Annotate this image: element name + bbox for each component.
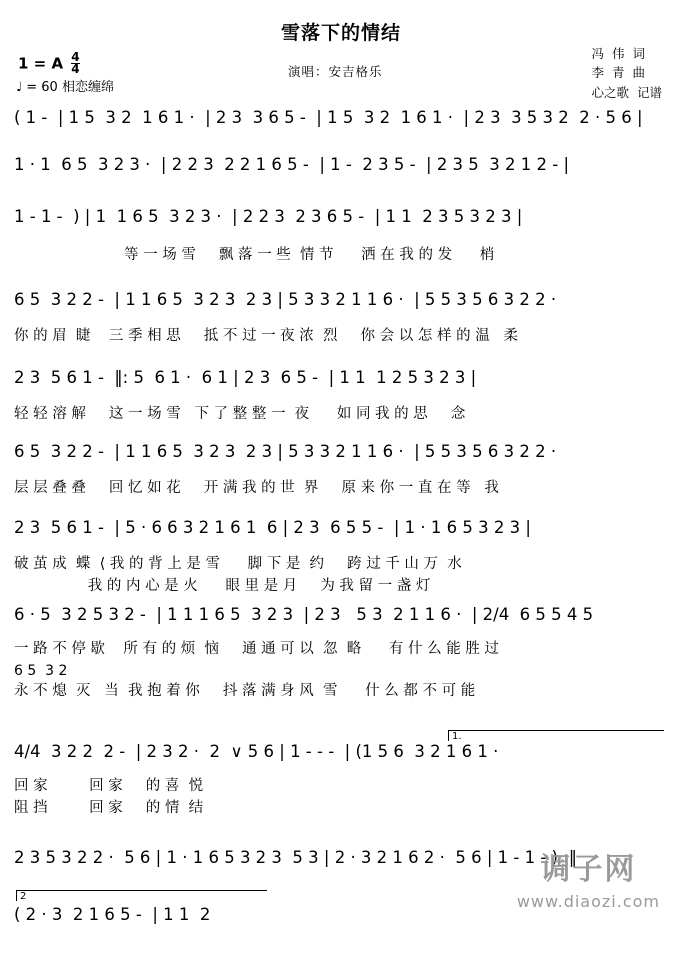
watermark	[517, 844, 660, 911]
lyric-row-verse-1: 一 路 不 停 歇 所 有 的 烦 恼 通 通 可 以 忽 略 有 什 么 能 胜 过	[14, 641, 499, 657]
music-system	[14, 605, 668, 699]
note-row: 4/4 3 2 2 2 - | 2 3 2 · 2 ∨ 5 6 | 1 - - - | (1 5 6 3 2 1 6 1 ·	[14, 742, 499, 761]
singer-credit: 演唱：安吉格乐	[288, 64, 383, 79]
time-signature	[71, 52, 79, 76]
music-system	[14, 742, 668, 816]
credit-composer: 李 青 曲	[591, 65, 645, 81]
time-signature-denominator: 4	[71, 62, 80, 77]
note-row: 6 5 3 2 2 - | 1 1 6 5 3 2 3 2 3 | 5 3 3 2 1 1 6 · | 5 5 3 5 6 3 2 2 ·	[14, 442, 557, 461]
lyric-row: 等 一 场 雪 飘 落 一 些 情 节 洒 在 我 的 发 梢	[124, 247, 495, 263]
music-system	[14, 290, 668, 346]
music-system	[14, 108, 668, 132]
lyric-row-verse-1: 回 家 回 家 的 喜 悦	[14, 778, 204, 794]
watermark-site-name: 调子网	[540, 852, 637, 887]
lyric-row-verse-2: 我 的 内 心 是 火 眼 里 是 月 为 我 留 一 盏 灯	[14, 578, 431, 594]
note-row: 2 3 5 6 1 - | 5 · 6 6 3 2 1 6 1 6 | 2 3 6 5 5 - | 1 · 1 6 5 3 2 3 |	[14, 518, 531, 537]
note-row: 1 - 1 - ) | 1 1 6 5 3 2 3 · | 2 2 3 2 3 6 5 - | 1 1 2 3 5 3 2 3 |	[14, 207, 523, 226]
lyric-row-verse-2: 阻 挡 回 家 的 情 结	[14, 800, 204, 816]
watermark-url: www.diaozi.com	[516, 892, 660, 911]
first-ending-bracket	[448, 730, 664, 741]
note-row-secondary: 6 5 3 2	[14, 663, 68, 679]
credits-block	[592, 44, 662, 102]
lyric-row-verse-1: 破 茧 成 蝶 ⟨ 我 的 背 上 是 雪 脚 下 是 约 跨 过 千 山 万 水	[14, 556, 462, 572]
key-signature	[18, 52, 80, 76]
music-system	[14, 442, 668, 498]
music-system	[14, 368, 668, 424]
music-system	[14, 518, 668, 594]
lyric-row: 你 的 眉 睫 三 季 相 思 抵 不 过 一 夜 浓 烈 你 会 以 怎 样 的 温 柔	[14, 328, 519, 344]
note-row: 6 5 3 2 2 - | 1 1 6 5 3 2 3 2 3 | 5 3 3 2 1 1 6 · | 5 5 3 5 6 3 2 2 ·	[14, 290, 557, 309]
page-title: 雪落下的情结	[280, 22, 401, 44]
note-row: ( 1 - | 1 5 3 2 1 6 1 · | 2 3 3 6 5 - | 1 5 3 2 1 6 1 · | 2 3 3 5 3 2 2 · 5 6 |	[14, 108, 643, 127]
second-ending-label: 2	[20, 891, 27, 902]
note-row: 2 3 5 6 1 - ‖: 5 6 1 · 6 1 | 2 3 6 5 - | 1 1 1 2 5 3 2 3 |	[14, 368, 477, 387]
lyric-row: 层 层 叠 叠 回 忆 如 花 开 满 我 的 世 界 原 来 你 一 直 在 等 我	[14, 480, 499, 496]
tempo-marking: ♩ = 60 相恋缠绵	[16, 80, 114, 95]
lyric-row: 轻 轻 溶 解 这 一 场 雪 下 了 整 整 一 夜 如 同 我 的 思 念	[14, 406, 466, 422]
second-ending-bracket	[16, 890, 267, 901]
note-row: ( 2 · 3 2 1 6 5 - | 1 1 2	[14, 905, 211, 924]
note-row: 6 · 5 3 2 5 3 2 - | 1 1 1 6 5 3 2 3 | 2 3 5 3 2 1 1 6 · | 2/4 6 5 5 4 5	[14, 605, 594, 624]
music-system	[14, 155, 668, 179]
first-ending-label: 1.	[452, 731, 462, 742]
credit-lyricist: 冯 伟 词	[591, 46, 645, 61]
time-signature-numerator: 4	[71, 50, 80, 64]
key-signature-text: 1 = A	[18, 54, 64, 73]
lyric-row-verse-2: 永 不 熄 灭 当 我 抱 着 你 抖 落 满 身 风 雪 什 么 都 不 可 能	[14, 683, 476, 699]
note-row: 2 3 5 3 2 2 · 5 6 | 1 · 1 6 5 3 2 3 5 3 | 2 · 3 2 1 6 2 · 5 6 | 1 - 1 - ) :‖	[14, 848, 578, 867]
credit-transcriber: 心之歌 记谱	[591, 84, 662, 100]
music-system	[14, 207, 668, 265]
note-row: 1 · 1 6 5 3 2 3 · | 2 2 3 2 2 1 6 5 - | 1 - 2 3 5 - | 2 3 5 3 2 1 2 - |	[14, 155, 570, 174]
